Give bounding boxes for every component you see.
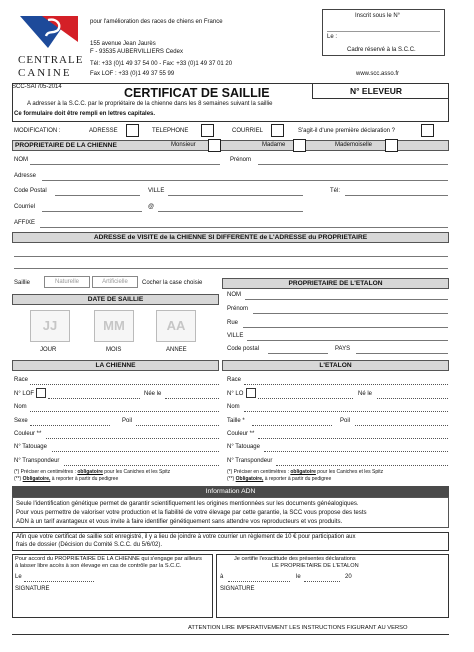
etalon-ne-label: Né le: [358, 391, 373, 397]
chienne-nee-label: Née le: [144, 391, 162, 397]
madame-checkbox[interactable]: [293, 139, 306, 152]
month-box[interactable]: [94, 310, 134, 342]
etalon-poil-label: Poil: [340, 418, 351, 424]
adn-p3: ADN à un tarif avantageux et vous invite à faire identifier génétiquement sans attendre vos reproducteurs et vos produits.: [16, 518, 343, 525]
mod-adresse-label: ADRESSE: [89, 128, 118, 134]
mod-telephone-checkbox[interactable]: [201, 124, 214, 137]
logo: [18, 14, 84, 79]
chienne-title: LA CHIENNE: [95, 361, 136, 369]
owner-courriel-label: Courriel: [14, 204, 36, 210]
owner-section-bar: [12, 140, 449, 151]
mod-adresse-checkbox[interactable]: [126, 124, 139, 137]
etalon-nom-field[interactable]: [244, 411, 448, 412]
pe-prenom-field[interactable]: [253, 313, 448, 314]
pe-nom-field[interactable]: [245, 299, 448, 300]
owner-ville-label: VILLE: [148, 188, 165, 194]
chienne-nee-field[interactable]: [165, 398, 219, 399]
chienne-poil-label: Poil: [122, 418, 133, 424]
chienne-tatouage-label: N° Tatouage: [14, 444, 47, 450]
chienne-nom-label: Nom: [14, 404, 27, 410]
etalon-taille-field[interactable]: [252, 425, 332, 426]
day-box[interactable]: [30, 310, 70, 342]
chienne-couleur-label: Couleur **: [14, 431, 42, 437]
visite-line-2[interactable]: [14, 268, 448, 269]
mod-courriel-checkbox[interactable]: [271, 124, 284, 137]
etalon-transpondeur-field[interactable]: [276, 465, 448, 466]
address-line1: 155 avenue Jean Jaurès: [90, 41, 156, 47]
owner-affixe-label: AFFIXE: [14, 220, 36, 226]
adn-p2: Pour vous permettre de valoriser votre production et la fiabilité de votre élevage par cette garantie, la SCC vous propose des tests: [16, 509, 367, 516]
sign-right-line1: Je certifie l'exactitude des présentes déclarations: [234, 556, 356, 562]
adn-title: Information ADN: [205, 487, 256, 495]
cocher-label: Cocher la case choisie: [142, 280, 203, 286]
etalon-bar: [222, 360, 449, 371]
form-ref: SCC-SAI /05-2014: [12, 84, 62, 90]
visite-bar: [12, 232, 449, 243]
sign-left-line1: Pour accord du PROPRIETAIRE DE LA CHIENNE qui s'engage par ailleurs: [15, 556, 202, 562]
etalon-race-label: Race: [227, 377, 242, 383]
first-declaration-label: S'agit-il d'une première déclaration ?: [298, 128, 396, 134]
annee-label: ANNEE: [166, 347, 187, 353]
monsieur-label: Monsieur: [171, 142, 196, 148]
prop-etalon-bar: [222, 278, 449, 289]
org-tagline: pour l'amélioration des races de chiens en France: [90, 19, 223, 25]
first-declaration-checkbox[interactable]: [421, 124, 434, 137]
etalon-note1: (*) Préciser en centimètres : obligatoire pour les Caniches et les Spitz: [227, 469, 384, 475]
artificielle-label: Artificielle: [102, 279, 128, 285]
saillie-label: Saillie: [14, 280, 31, 286]
sign-left-le: Le: [15, 574, 22, 580]
sign-right-signature: SIGNATURE: [220, 586, 255, 592]
modification-label: MODIFICATION :: [14, 128, 61, 134]
pe-pays-field[interactable]: [356, 353, 448, 354]
chienne-nom-field[interactable]: [30, 411, 219, 412]
chienne-transpondeur-label: N° Transpondeur: [14, 458, 60, 464]
pe-cp-label: Code postal: [227, 346, 260, 352]
owner-domain-field[interactable]: [158, 211, 303, 212]
pe-rue-field[interactable]: [243, 327, 448, 328]
instruction-line1: A adresser à la S.C.C. par le propriétaire de la chienne dans les 8 semaines suivant la saillie: [27, 101, 273, 107]
owner-at-label: @: [148, 204, 155, 210]
etalon-lo-box[interactable]: [246, 388, 256, 398]
le-label: Le :: [327, 34, 338, 40]
sign-right-le: le: [296, 574, 301, 580]
owner-section-title: PROPRIETAIRE DE LA CHIENNE: [15, 141, 117, 149]
address-line2: F - 93535 AUBERVILLIERS Cedex: [90, 49, 183, 55]
logo-line2: CANINE: [18, 66, 72, 79]
etalon-couleur-label: Couleur **: [227, 431, 255, 437]
pe-rue-label: Rue: [227, 320, 239, 326]
adn-p1: Seule l'identification génétique permet de garantir scientifiquement les origines mentionnées sur les documents généalogiques.: [16, 500, 359, 507]
mois-label: MOIS: [106, 347, 122, 353]
pe-nom-label: NOM: [227, 292, 241, 298]
owner-affixe-field[interactable]: [40, 227, 448, 228]
mademoiselle-label: Mademoiselle: [335, 142, 373, 148]
owner-cp-field[interactable]: [55, 195, 140, 196]
prop-etalon-title: PROPRIETAIRE DE L'ETALON: [288, 279, 383, 287]
chienne-note2: (**) Obligatoire, à reporter à partir du pedigree: [14, 476, 119, 482]
footer-warning: ATTENTION LIRE IMPERATIVEMENT LES INSTRUCTIONS FIGURANT AU VERSO: [188, 625, 408, 631]
pe-ville-field[interactable]: [247, 340, 448, 341]
pe-pays-label: PAYS: [335, 346, 351, 352]
owner-ville-field[interactable]: [168, 195, 303, 196]
etalon-note2: (**) Obligatoire, à reporter à partir du pedigree: [227, 476, 332, 482]
chienne-poil-field[interactable]: [136, 425, 219, 426]
chienne-bar: [12, 360, 219, 371]
etalon-race-field[interactable]: [244, 384, 448, 385]
sign-right-date-field[interactable]: [304, 581, 340, 582]
naturelle-checkbox[interactable]: [44, 276, 90, 288]
chienne-lof-field[interactable]: [48, 398, 140, 399]
website: www.scc.asso.fr: [356, 71, 400, 77]
etalon-couleur-field[interactable]: [258, 438, 448, 439]
footer-rule: [12, 634, 449, 635]
owner-courriel-field[interactable]: [42, 211, 142, 212]
sign-right-a: à: [220, 574, 224, 580]
adn-bar: [12, 486, 449, 497]
sign-left-signature: SIGNATURE: [15, 586, 50, 592]
monsieur-checkbox[interactable]: [208, 139, 221, 152]
sign-right-place-field[interactable]: [228, 581, 290, 582]
etalon-poil-field[interactable]: [355, 425, 448, 426]
inscrit-label: Inscrit sous le N°: [355, 13, 401, 19]
chienne-race-field[interactable]: [30, 384, 219, 385]
owner-cp-label: Code Postal: [14, 188, 47, 194]
year-box[interactable]: [156, 310, 196, 342]
owner-prenom-label: Prénom: [230, 157, 252, 163]
chienne-lof-box[interactable]: [36, 388, 46, 398]
fee-line2: frais de dossier (Décision du Comité S.C.C. du 5/6/02).: [16, 542, 163, 548]
owner-tel-field[interactable]: [345, 195, 448, 196]
chienne-sexe-field[interactable]: [30, 425, 110, 426]
owner-tel-label: Tél:: [330, 188, 341, 194]
form-title: CERTIFICAT DE SAILLIE: [124, 86, 270, 100]
reserved-label: Cadre réservé à la S.C.C.: [347, 47, 416, 53]
mademoiselle-checkbox[interactable]: [385, 139, 398, 152]
sign-left-date-field[interactable]: [24, 581, 94, 582]
artificielle-checkbox[interactable]: [92, 276, 138, 288]
visite-line-1[interactable]: [14, 256, 448, 257]
sign-right-line2: LE PROPRIETAIRE DE L'ETALON: [272, 563, 359, 569]
madame-label: Madame: [262, 142, 286, 148]
phone-line: Tél: +33 (0)1 49 37 54 00 - Fax: +33 (0)1 49 37 01 20: [90, 61, 233, 67]
chienne-race-label: Race: [14, 377, 29, 383]
etalon-taille-label: Taille *: [227, 418, 245, 424]
date-saillie-title: DATE DE SAILLIE: [87, 295, 144, 303]
etalon-nom-label: Nom: [227, 404, 240, 410]
etalon-lo-field[interactable]: [258, 398, 353, 399]
owner-nom-field[interactable]: [30, 164, 220, 165]
mod-telephone-label: TELEPHONE: [152, 128, 189, 134]
reserved-box: [322, 9, 445, 56]
sign-right-year: 20: [345, 574, 352, 580]
pe-cp-field[interactable]: [268, 353, 328, 354]
etalon-ne-field[interactable]: [377, 398, 448, 399]
logo-line1: CENTRALE: [18, 53, 84, 66]
instruction-line2: Ce formulaire doit être rempli en lettres capitales.: [14, 111, 156, 117]
chienne-couleur-field[interactable]: [46, 438, 219, 439]
date-saillie-bar: [12, 294, 219, 305]
naturelle-label: Naturelle: [54, 279, 79, 285]
chienne-transpondeur-field[interactable]: [64, 465, 219, 466]
etalon-title: L'ETALON: [319, 361, 352, 369]
chienne-tatouage-field[interactable]: [52, 451, 219, 452]
owner-nom-label: NOM: [14, 157, 28, 163]
mod-courriel-label: COURRIEL: [232, 128, 264, 134]
sign-left-line2: à laisser libre accès à son élevage en cas de contrôle par la S.C.C.: [15, 563, 182, 569]
month-placeholder: MM: [103, 317, 125, 333]
owner-adresse-field[interactable]: [42, 180, 448, 181]
chienne-sexe-label: Sexe: [14, 418, 28, 424]
eleveur-label: N° ELEVEUR: [350, 86, 403, 96]
logo-emblem-icon: [18, 14, 80, 50]
visite-title: ADRESSE de VISITE de la CHIENNE SI DIFFERENTE de L'ADRESSE du PROPRIETAIRE: [93, 233, 368, 241]
etalon-lo-label: N° LO: [227, 391, 244, 397]
day-placeholder: JJ: [42, 317, 58, 333]
fax-lof-line: Fax LOF : +33 (0)1 49 37 55 99: [90, 71, 175, 77]
owner-adresse-label: Adresse: [14, 173, 37, 179]
etalon-transpondeur-label: N° Transpondeur: [227, 458, 273, 464]
chienne-lof-label: N° LOF: [14, 391, 35, 397]
jour-label: JOUR: [40, 347, 57, 353]
etalon-tatouage-field[interactable]: [264, 451, 448, 452]
pe-prenom-label: Prénom: [227, 306, 249, 312]
year-placeholder: AA: [166, 317, 186, 333]
pe-ville-label: VILLE: [227, 333, 244, 339]
etalon-tatouage-label: N° Tatouage: [227, 444, 260, 450]
owner-prenom-field[interactable]: [258, 164, 448, 165]
chienne-note1: (*) Préciser en centimètres : obligatoire pour les Caniches et les Spitz: [14, 469, 171, 475]
fee-line1: Afin que votre certificat de saillie soit enregistré, il y a lieu de joindre à votre courrier un règlement de 10 € pour participation aux: [16, 534, 356, 540]
